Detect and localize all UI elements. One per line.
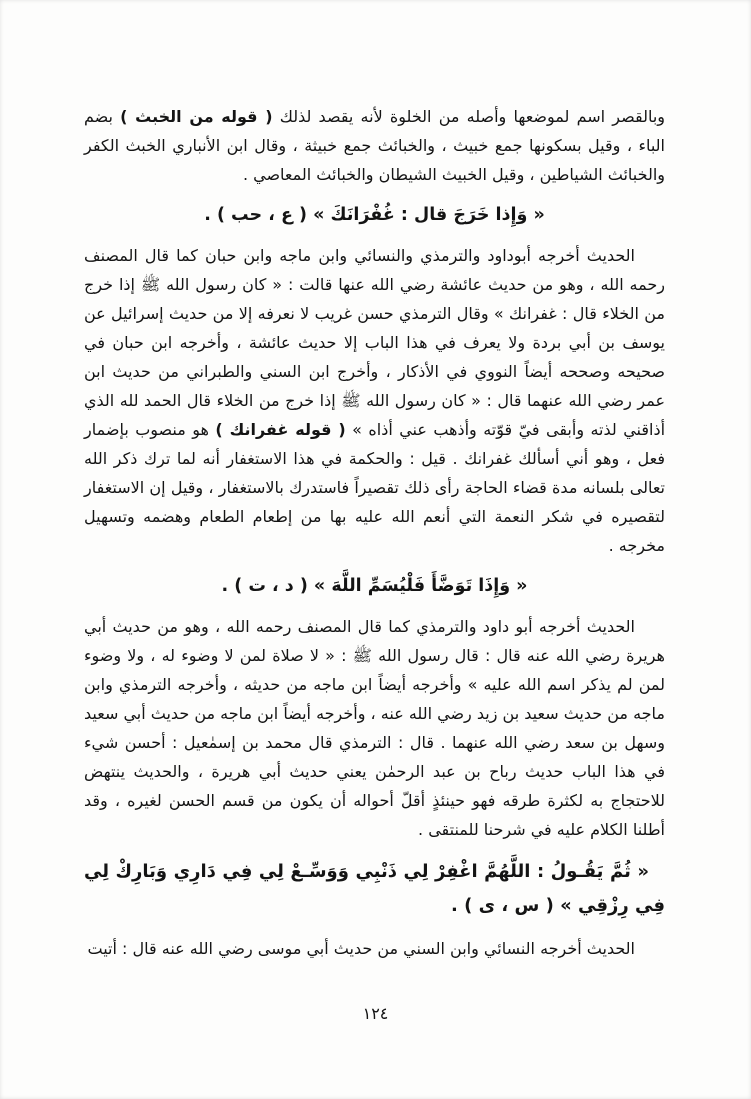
paragraph-ghufranak-takhrij — [84, 241, 665, 560]
paragraph-text: بضم الباء ، وقيل بسكونها جمع خبيث ، والخبائث جمع خبيثة ، وقال ابن الأنباري الخبث الكفر والخبائث الشياطين ، وقيل الخبيث الشيطان والخبائث المعاصي . — [84, 107, 665, 184]
paragraph-text: هو منصوب بإضمار فعل ، وهو أني أسألك غفرانك . قيل : والحكمة في هذا الاستغفار أنه لما ترك ذكر الله تعالى بلسانه مدة قضاء الحاجة رأى ذلك تقصيراً فاستدرك بالاستغفار ، وقيل إن الاستغفار لتقصيره في شكر النعمة التي أنعم الله عليه بها من إطعام الطعام وهضمه وتسهيل مخرجه . — [84, 420, 665, 555]
hadith-heading-tasmiyah: « وَإِذَا تَوَضَّأَ فَلْيُسَمِّ اللَّهَ » ( د ، ت ) . — [221, 576, 528, 596]
paragraph-text: الحديث أخرجه أبوداود والترمذي والنسائي وابن ماجه وابن حبان كما قال المصنف رحمه الله ، وهو من حديث عائشة رضي الله عنها قالت : « كان رسول الله ﷺ إذا خرج من الخلاء قال : غفرانك » وقال الترمذي حسن غريب لا نعرفه إلا من حديث إسرائيل عن يوسف بن أبي بردة ولا يعرف في هذا الباب إلا حديث عائشة ، وأخرجه ابن حبان في صحيحه وصححه أيضاً النووي في الأذكار ، وأخرج ابن السني والطبراني من حديث ابن عمر رضي الله عنهما قال : « كان رسول الله ﷺ إذا خرج من الخلاء قال الحمد لله الذي أذاقني لذته وأبقى فيّ قوّته وأذهب عني أذاه » — [84, 246, 666, 439]
inline-bold-qawluhu-ghufranak: ( قوله غفرانك ) — [215, 420, 346, 439]
paragraph-tasmiyah-takhrij: الحديث أخرجه أبو داود والترمذي كما قال المصنف رحمه الله ، وهو من حديث أبي هريرة رضي الله عنه قال : قال رسول الله ﷺ : « لا صلاة لمن لا وضوء له ، ولا وضوء لمن لم يذكر اسم الله عليه » وأخرجه أيضاً ابن ماجه من حديثه ، وأخرجه الترمذي وابن ماجه من حديث سعيد بن زيد رضي الله عنه ، وأخرجه أيضاً ابن ماجه من حديث أبي سعيد وسهل بن سعد رضي الله عنهما . قال : الترمذي قال محمد بن إسمٰعيل : أحسن شيء في هذا الباب حديث رباح بن عبد الرحمٰن يعني حديث أبي هريرة ، والحديث ينتهض للاحتجاج به لكثرة طرقه فهو حينئذٍ أقلّ أحواله أن يكون من قسم الحسن لغيره ، وقد أطلنا الكلام عليه في شرحنا للمنتقى . — [84, 617, 665, 839]
paragraph-khubth-commentary — [84, 102, 665, 189]
paragraph-text: وبالقصر اسم لموضعها وأصله من الخلوة لأنه يقصد لذلك — [272, 107, 666, 126]
paragraph-dua-takhrij: الحديث أخرجه النسائي وابن السني من حديث أبي موسى رضي الله عنه قال : أتيت — [87, 939, 635, 958]
inline-bold-qawluhu-min-alkhubth: ( قوله من الخبث ) — [120, 107, 273, 126]
hadith-heading-ghufranak: « وَإِذا خَرَجَ قال : غُفْرَانَكَ » ( ع ، حب ) . — [204, 205, 545, 225]
page-number: ١٢٤ — [362, 1004, 389, 1023]
hadith-heading-dua-allahumma-ighfir: « ثُمَّ يَقُـولُ : اللَّهُمَّ اغْفِرْ لِي ذَنْبِي وَوَسِّـعْ لِي فِي دَارِي وَبَارِكْ لِي فِي رِزْقِي » ( س ، ى ) . — [84, 861, 665, 916]
page-content — [84, 102, 665, 963]
